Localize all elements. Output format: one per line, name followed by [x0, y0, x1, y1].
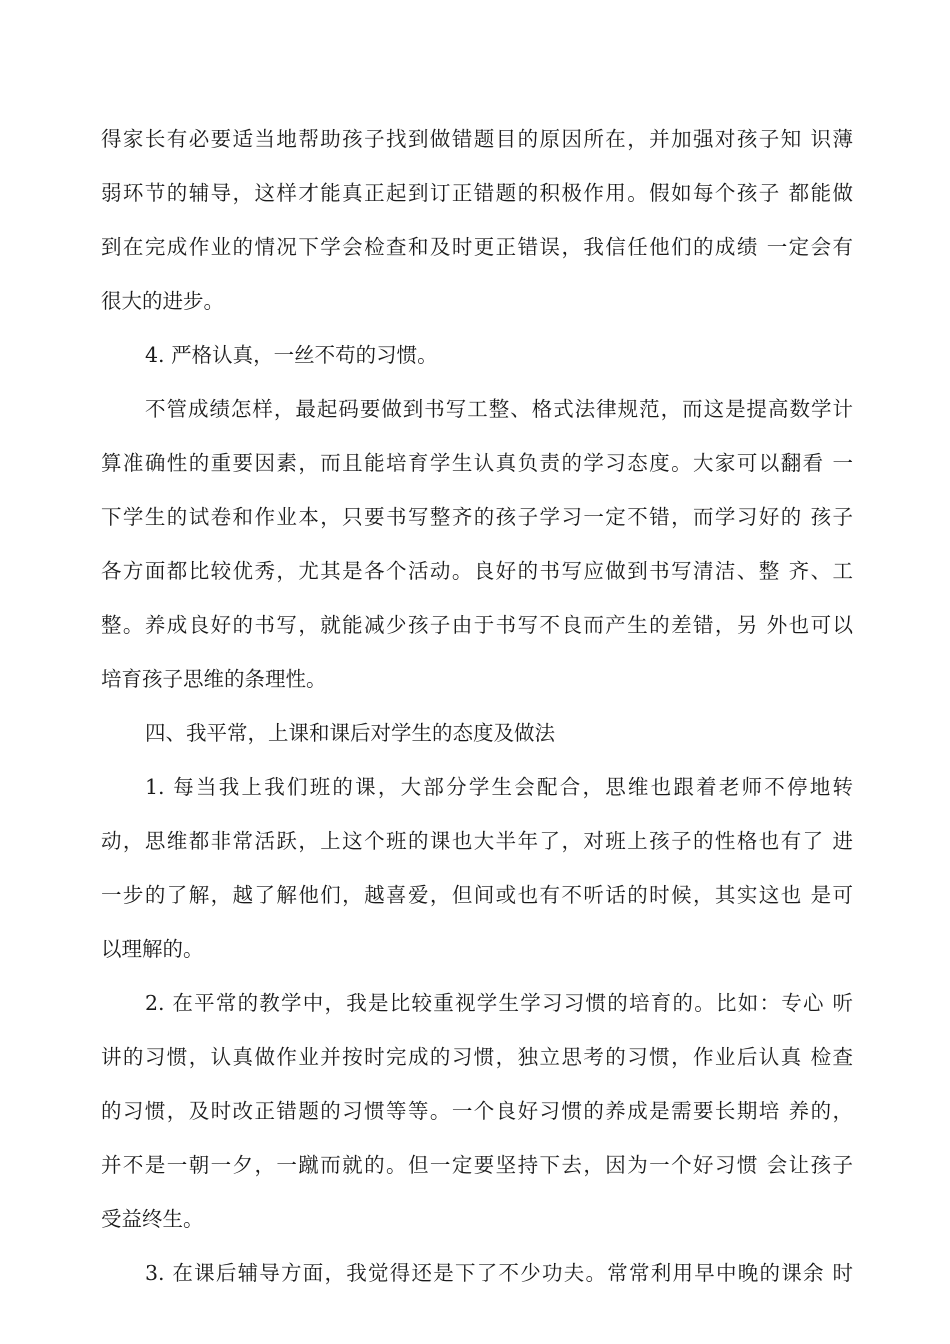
- text-line: 不管成绩怎样，最起码要做到书写工整、格式法律规范，而这是提高数学计: [145, 397, 853, 421]
- text-line: 得家长有必要适当地帮助孩子找到做错题目的原因所在，并加强对孩子知 识薄: [101, 127, 853, 151]
- text-line: 弱环节的辅导，这样才能真正起到订正错题的积极作用。假如每个孩子 都能做: [101, 181, 853, 205]
- text-line: 整。养成良好的书写，就能减少孩子由于书写不良而产生的差错，另 外也可以: [101, 613, 853, 637]
- text-line: 算准确性的重要因素，而且能培育学生认真负责的学习态度。大家可以翻看 一: [101, 451, 853, 475]
- text-line: 2. 在平常的教学中，我是比较重视学生学习习惯的培育的。比如：专心 听: [145, 991, 853, 1015]
- text-line: 以理解的。: [101, 937, 204, 961]
- text-line: 到在完成作业的情况下学会检查和及时更正错误，我信任他们的成绩 一定会有: [101, 235, 853, 259]
- text-line: 4. 严格认真，一丝不苟的习惯。: [145, 343, 438, 367]
- text-line: 培育孩子思维的条理性。: [101, 667, 327, 691]
- text-line: 动，思维都非常活跃，上这个班的课也大半年了，对班上孩子的性格也有了 进: [101, 829, 853, 853]
- text-line: 讲的习惯，认真做作业并按时完成的习惯，独立思考的习惯，作业后认真 检查: [101, 1045, 853, 1069]
- text-line: 很大的进步。: [101, 289, 224, 313]
- text-line: 下学生的试卷和作业本，只要书写整齐的孩子学习一定不错，而学习好的 孩子: [101, 505, 853, 529]
- text-line: 四、我平常，上课和课后对学生的态度及做法: [145, 721, 555, 745]
- text-line: 一步的了解，越了解他们，越喜爱，但间或也有不听话的时候，其实这也 是可: [101, 883, 853, 907]
- text-line: 各方面都比较优秀，尤其是各个活动。良好的书写应做到书写清洁、整 齐、工: [101, 559, 853, 583]
- text-line: 受益终生。: [101, 1207, 204, 1231]
- text-line: 1. 每当我上我们班的课，大部分学生会配合，思维也跟着老师不停地转: [145, 775, 853, 799]
- text-line: 3. 在课后辅导方面，我觉得还是下了不少功夫。常常利用早中晚的课余 时: [145, 1261, 853, 1285]
- text-line: 并不是一朝一夕，一蹴而就的。但一定要坚持下去，因为一个好习惯 会让孩子: [101, 1153, 853, 1177]
- text-line: 的习惯，及时改正错题的习惯等等。一个良好习惯的养成是需要长期培 养的，: [101, 1099, 853, 1123]
- document-body: [101, 120, 853, 1308]
